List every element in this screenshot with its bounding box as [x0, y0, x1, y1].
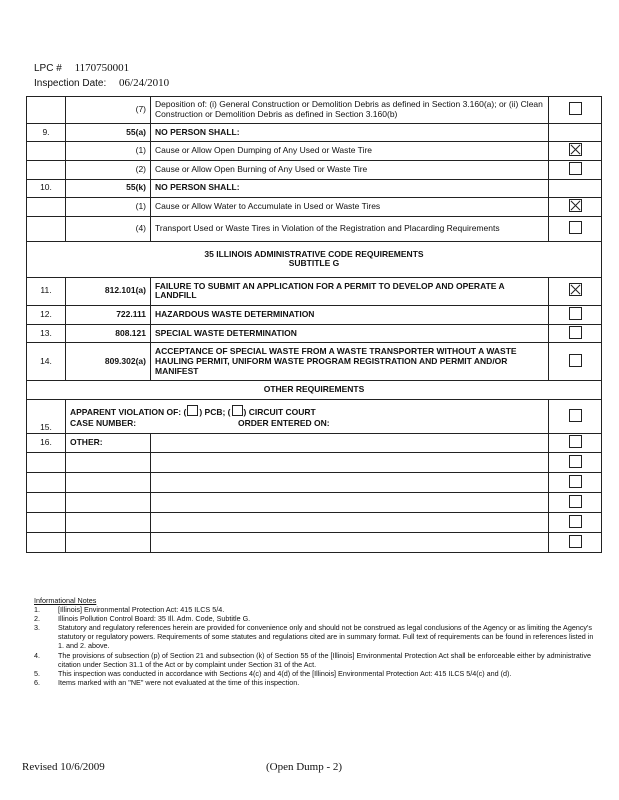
- statute-rows: [27, 97, 602, 242]
- apparent-violation-text-c: ) CIRCUIT COURT: [243, 406, 316, 417]
- requirement-text: Transport Used or Waste Tires in Violation of the Registration and Placarding Requirements: [151, 216, 549, 241]
- blank-row: [27, 533, 602, 553]
- blank-text-cell[interactable]: [151, 513, 549, 533]
- table-row: [27, 434, 602, 453]
- blank-text-cell[interactable]: [151, 533, 549, 553]
- requirements-table: [26, 96, 602, 553]
- section-35-title-line1: 35 ILLINOIS ADMINISTRATIVE CODE REQUIREMENTS: [204, 248, 424, 259]
- table-row: [27, 197, 602, 216]
- checked-checkbox[interactable]: [569, 143, 582, 156]
- note-number: 6.: [34, 677, 40, 687]
- requirement-text: SPECIAL WASTE DETERMINATION: [151, 324, 549, 343]
- inspection-date: [34, 77, 169, 89]
- row-number: 10.: [27, 179, 66, 197]
- table-row: [27, 343, 602, 381]
- table-row: [27, 305, 602, 324]
- checkbox[interactable]: [569, 102, 582, 115]
- other-section: [27, 381, 602, 553]
- table-row: [27, 97, 602, 124]
- requirement-text: Cause or Allow Open Dumping of Any Used or Waste Tire: [151, 142, 549, 161]
- row-number: [27, 142, 66, 161]
- reference-cell: (1): [66, 142, 151, 161]
- checkbox-15[interactable]: [569, 409, 582, 422]
- checkbox[interactable]: [569, 221, 582, 234]
- section-35-header: [27, 241, 602, 277]
- checked-checkbox[interactable]: [569, 199, 582, 212]
- blank-row: [27, 453, 602, 473]
- reference-cell: 809.302(a): [66, 343, 151, 381]
- note-item: [34, 669, 594, 678]
- reference-cell: 722.111: [66, 305, 151, 324]
- table-row: [27, 216, 602, 241]
- notes-title: Informational Notes: [34, 596, 97, 605]
- page-label: (Open Dump - 2): [266, 761, 343, 773]
- reference-cell: 55(a): [66, 124, 151, 142]
- blank-row: [27, 493, 602, 513]
- regulation-rows: [27, 277, 602, 381]
- circuit-court-checkbox[interactable]: [232, 405, 243, 416]
- order-entered-label: ORDER ENTERED ON:: [238, 418, 330, 429]
- table-row: [27, 179, 602, 197]
- lpc-label: LPC #: [34, 63, 62, 74]
- reference-cell: (1): [66, 197, 151, 216]
- lpc-number: [34, 62, 129, 74]
- note-text: The provisions of subsection (p) of Section 21 and subsection (k) of Section 55 of the [Illinois] Environmental Protection Act shall be enforceable either by administrative citation under Section 31.1 of the Act or by complaint under Section 31 of the Act.: [58, 650, 591, 669]
- table-row: [27, 277, 602, 305]
- table-row: [27, 142, 602, 161]
- requirement-text: Deposition of: (i) General Construction or Demolition Debris as defined in Section 3.160(a); or (ii) Clean Construction or Demolition Debris as defined in Section 3.160(b): [151, 97, 549, 124]
- reference-cell: (4): [66, 216, 151, 241]
- note-number: 3.: [34, 623, 40, 633]
- note-text: This inspection was conducted in accordance with Sections 4(c) and 4(d) of the [Illinois] Environmental Protection Act: 415 ILCS 5/4(c) and (d).: [58, 668, 512, 678]
- row-number: 16.: [27, 434, 66, 453]
- requirement-text: NO PERSON SHALL:: [151, 124, 549, 142]
- blank-checkbox[interactable]: [569, 455, 582, 468]
- reference-cell: 808.121: [66, 324, 151, 343]
- requirement-text: Cause or Allow Water to Accumulate in Used or Waste Tires: [151, 197, 549, 216]
- row-number: [27, 216, 66, 241]
- revised-date: Revised 10/6/2009: [22, 761, 105, 773]
- note-item: [34, 623, 594, 650]
- note-text: Illinois Pollution Control Board: 35 Ill. Adm. Code, Subtitle G.: [58, 614, 251, 624]
- row-number: 15.: [27, 400, 66, 434]
- reference-cell: 55(k): [66, 179, 151, 197]
- checkbox[interactable]: [569, 326, 582, 339]
- other-text-cell[interactable]: [151, 434, 549, 453]
- informational-notes: [34, 596, 594, 687]
- checkbox[interactable]: [569, 307, 582, 320]
- other-label: OTHER:: [66, 434, 151, 453]
- note-number: 1.: [34, 605, 40, 615]
- note-item: [34, 605, 594, 614]
- requirement-text: Cause or Allow Open Burning of Any Used or Waste Tire: [151, 161, 549, 180]
- checkbox[interactable]: [569, 354, 582, 367]
- row-number: 13.: [27, 324, 66, 343]
- note-item: [34, 651, 594, 669]
- reference-cell: 812.101(a): [66, 277, 151, 305]
- blank-row: [27, 513, 602, 533]
- table-row: [27, 161, 602, 180]
- note-item: [34, 614, 594, 623]
- table-row: [27, 124, 602, 142]
- requirement-text: FAILURE TO SUBMIT AN APPLICATION FOR A PERMIT TO DEVELOP AND OPERATE A LANDFILL: [151, 277, 549, 305]
- apparent-violation-text-b: ) PCB; (: [199, 406, 231, 417]
- other-requirements-title: OTHER REQUIREMENTS: [27, 381, 602, 400]
- blank-checkbox[interactable]: [569, 535, 582, 548]
- note-text: Statutory and regulatory references herein are provided for convenience only and should not be construed as legal conclusions of the Agency or as limiting the Agency's statutory or regulatory powers. Requirements of some statutes and regulations cited are in summary format. Full text of requirements can be found in references listed in 1. and 2. above.: [58, 623, 594, 651]
- note-number: 5.: [34, 668, 40, 678]
- inspection-date-label: Inspection Date:: [34, 78, 107, 89]
- requirement-text: ACCEPTANCE OF SPECIAL WASTE FROM A WASTE TRANSPORTER WITHOUT A WASTE HAULING PERMIT, UNIFORM WASTE PROGRAM REGISTRATION AND PERMIT AND/OR MANIFEST: [151, 343, 549, 381]
- row-number: 11.: [27, 277, 66, 305]
- requirement-text: HAZARDOUS WASTE DETERMINATION: [151, 305, 549, 324]
- inspection-date-value: 06/24/2010: [119, 77, 170, 89]
- table-row: [27, 400, 602, 434]
- case-number-label: CASE NUMBER:: [70, 418, 137, 429]
- blank-checkbox[interactable]: [569, 515, 582, 528]
- section-35-title-line2: SUBTITLE G: [288, 258, 340, 269]
- row-number: 9.: [27, 124, 66, 142]
- checked-checkbox[interactable]: [569, 283, 582, 296]
- row-number: [27, 97, 66, 124]
- reference-cell: (7): [66, 97, 151, 124]
- blank-text-cell[interactable]: [151, 453, 549, 473]
- row-number: 14.: [27, 343, 66, 381]
- blank-text-cell[interactable]: [151, 473, 549, 493]
- note-number: 4.: [34, 650, 40, 660]
- apparent-violation-text-a: APPARENT VIOLATION OF: (: [70, 406, 187, 417]
- blank-checkbox[interactable]: [569, 495, 582, 508]
- notes-list: [34, 605, 594, 687]
- blank-row: [27, 473, 602, 493]
- blank-text-cell[interactable]: [151, 493, 549, 513]
- note-item: [34, 678, 594, 687]
- apparent-violation-cell: [66, 400, 549, 434]
- lpc-value: 1170750001: [74, 62, 130, 74]
- requirement-text: NO PERSON SHALL:: [151, 179, 549, 197]
- checkbox-16[interactable]: [569, 435, 582, 448]
- row-number: [27, 161, 66, 180]
- checkbox[interactable]: [569, 162, 582, 175]
- row-number: [27, 197, 66, 216]
- note-text: Items marked with an "NE" were not evaluated at the time of this inspection.: [58, 677, 300, 687]
- note-number: 2.: [34, 614, 40, 624]
- row-number: 12.: [27, 305, 66, 324]
- table-row: [27, 324, 602, 343]
- blank-checkbox[interactable]: [569, 475, 582, 488]
- reference-cell: (2): [66, 161, 151, 180]
- note-text: [Illinois] Environmental Protection Act: 415 ILCS 5/4.: [58, 605, 225, 615]
- pcb-checkbox[interactable]: [187, 405, 198, 416]
